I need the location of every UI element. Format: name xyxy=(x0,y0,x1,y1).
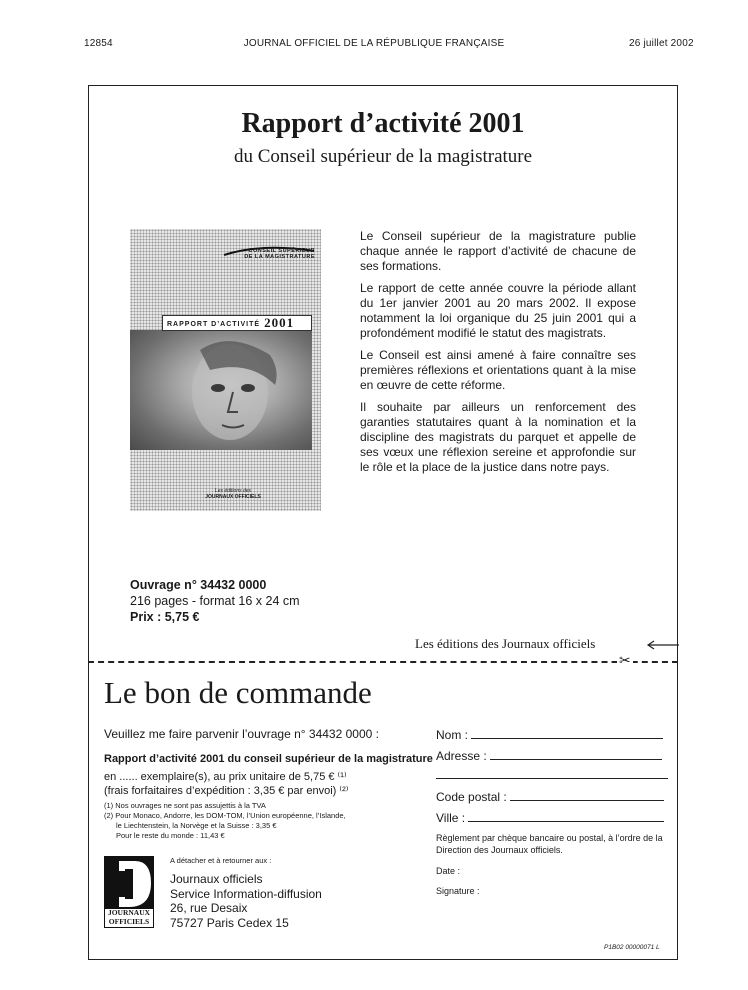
book-cover xyxy=(130,229,321,511)
page-date: 26 juillet 2002 xyxy=(629,38,694,49)
adresse-input[interactable] xyxy=(490,759,662,760)
journal-title: JOURNAL OFFICIEL DE LA RÉPUBLIQUE FRANÇAISE xyxy=(243,38,505,49)
note-line: Pour le reste du monde : 11,43 € xyxy=(116,831,225,840)
adresse-field[interactable] xyxy=(436,749,668,763)
cover-publisher-line2: JOURNAUX OFFICIELS xyxy=(205,494,261,500)
scissors-icon: ✂ xyxy=(619,652,631,668)
order-title: Le bon de commande xyxy=(104,675,372,710)
ville-label: Ville : xyxy=(436,811,466,825)
logo-line1: JOURNAUX xyxy=(107,908,151,917)
order-quantity[interactable] xyxy=(104,770,348,798)
logo-j-icon xyxy=(105,857,153,909)
cover-band-year: 2001 xyxy=(264,315,295,330)
ville-field[interactable] xyxy=(436,811,668,825)
ad-subtitle: du Conseil supérieur de la magistrature xyxy=(233,146,533,167)
book-number: Ouvrage n° 34432 0000 xyxy=(130,578,267,592)
note-line: (1) Nos ouvrages ne sont pas assujettis à la TVA xyxy=(104,801,266,810)
address-line: Journaux officiels xyxy=(170,872,263,886)
reference-code: P1B02 00000071 L xyxy=(604,944,660,951)
return-address xyxy=(170,872,322,930)
logo-line2: OFFICIELS xyxy=(108,917,150,926)
nom-field[interactable] xyxy=(436,728,668,742)
order-intro: Veuillez me faire parvenir l’ouvrage n° 34432 0000 : xyxy=(104,727,379,741)
page-number: 12854 xyxy=(84,38,113,49)
ville-input[interactable] xyxy=(468,821,664,822)
nom-input[interactable] xyxy=(471,738,663,739)
ad-title: Rapport d’activité 2001 xyxy=(241,108,525,139)
cover-publisher xyxy=(198,488,268,500)
cover-logo-line2: DE LA MAGISTRATURE xyxy=(244,254,315,260)
cut-line xyxy=(88,661,678,663)
cover-logo-line1: CONSEIL SUPÉRIEUR xyxy=(248,248,315,254)
detach-note: A détacher et à retourner aux : xyxy=(170,856,272,865)
book-format: 216 pages - format 16 x 24 cm xyxy=(130,594,300,608)
cover-portrait xyxy=(130,330,312,450)
cover-publisher-line1: Les éditions des xyxy=(214,488,252,494)
note-line: (2) Pour Monaco, Andorre, les DOM-TOM, l’Union européenne, l’Islande, xyxy=(104,811,346,820)
quantity-line: en ...... exemplaire(s), au prix unitaire de 5,75 € ⁽¹⁾ xyxy=(104,771,347,783)
address-line: Service Information-diffusion xyxy=(170,886,322,901)
order-notes xyxy=(104,801,346,841)
journaux-officiels-logo xyxy=(104,856,154,928)
signature-field[interactable]: Signature : xyxy=(436,886,480,896)
description-paragraph: Il souhaite par ailleurs un renforcement des garanties statutaires quant à la nomination et la discipline des magistrats du parquet et appelle de ses vœux une réflexion sereine et approfondie sur le rôle et la place de la justice dans notre pays. xyxy=(360,400,636,474)
address-line: 26, rue Desaix xyxy=(170,901,248,915)
note-line: le Liechtenstein, la Norvège et la Suisse : 3,35 € xyxy=(116,821,277,830)
adresse-label: Adresse : xyxy=(436,749,487,763)
cover-logo xyxy=(225,248,315,260)
code-postal-input[interactable] xyxy=(510,800,664,801)
payment-note: Règlement par chèque bancaire ou postal, à l’ordre de la Direction des Journaux officiels. xyxy=(436,833,663,855)
cover-band-label: RAPPORT D’ACTIVITÉ xyxy=(167,321,261,328)
arrow-left-icon xyxy=(646,640,680,650)
description-paragraph: Le Conseil est ainsi amené à faire connaître ses premières réflexions et orientations quant à la mise en œuvre de cette réforme. xyxy=(360,348,636,392)
adresse-input-line2[interactable] xyxy=(436,778,668,779)
nom-label: Nom : xyxy=(436,728,469,742)
book-price: Prix : 5,75 € xyxy=(130,610,200,624)
book-info xyxy=(130,577,300,625)
date-field[interactable]: Date : xyxy=(436,866,461,876)
code-postal-field[interactable] xyxy=(436,790,668,804)
code-postal-label: Code postal : xyxy=(436,790,507,804)
description-paragraph: Le Conseil supérieur de la magistrature publie chaque année le rapport d’activité de chacune de ses formations. xyxy=(360,229,636,273)
order-item: Rapport d’activité 2001 du conseil supérieur de la magistrature xyxy=(104,753,433,765)
face-icon xyxy=(130,330,312,450)
ad-description xyxy=(360,229,636,482)
address-line: 75727 Paris Cedex 15 xyxy=(170,915,289,930)
cover-band xyxy=(162,315,312,331)
editions-label: Les éditions des Journaux officiels xyxy=(415,636,596,651)
description-paragraph: Le rapport de cette année couvre la période allant du 1er janvier 2001 au 20 mars 2002. Il expose notamment la loi organique du 25 juin 2001 qui a profondément modifié le statut des magistrats. xyxy=(360,281,636,340)
shipping-line: (frais forfaitaires d’expédition : 3,35 € par envoi) ⁽²⁾ xyxy=(104,785,349,797)
